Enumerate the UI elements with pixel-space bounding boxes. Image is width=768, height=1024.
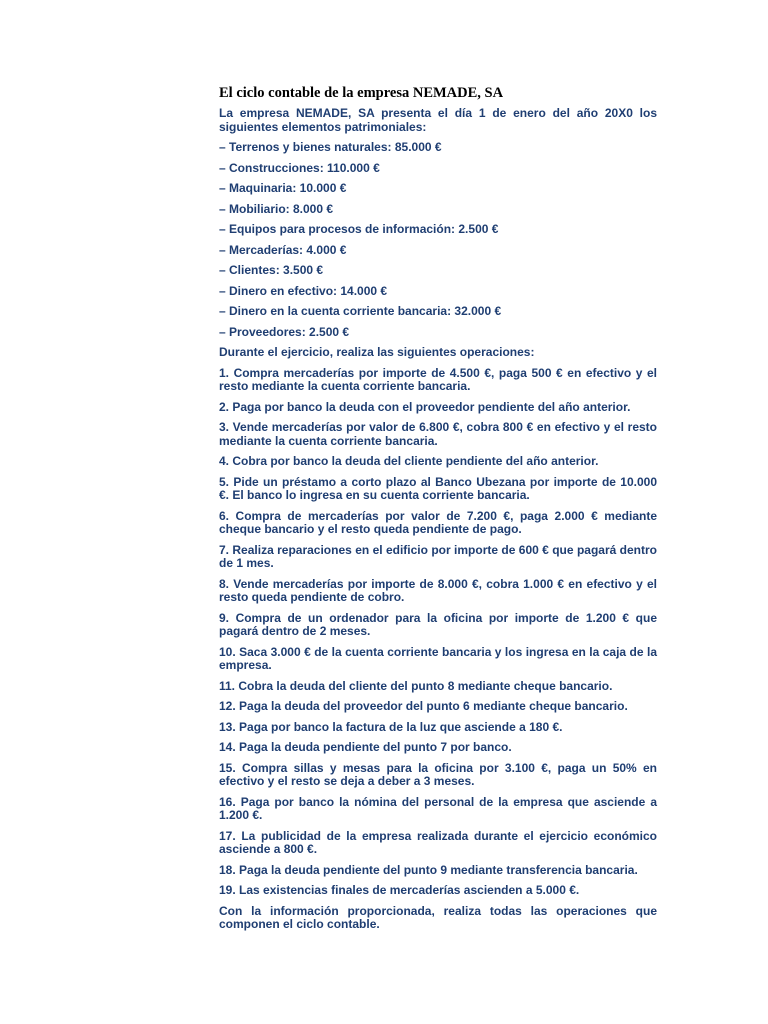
asset-item: – Construcciones: 110.000 € (219, 160, 380, 175)
asset-list (219, 141, 657, 339)
intro-paragraph: La empresa NEMADE, SA presenta el día 1 de enero del año 20X0 los siguientes elementos patrimoniales: (219, 106, 657, 134)
asset-item: – Dinero en efectivo: 14.000 € (219, 283, 388, 298)
operations-lead: Durante el ejercicio, realiza las siguientes operaciones: (219, 345, 535, 359)
operation-item: 6. Compra de mercaderías por valor de 7.200 €, paga 2.000 € mediante cheque bancario y el resto queda pendiente de pago. (219, 508, 657, 536)
asset-item: – Mobiliario: 8.000 € (219, 201, 334, 216)
asset-item: – Proveedores: 2.500 € (219, 324, 350, 339)
asset-item: – Terrenos y bienes naturales: 85.000 € (219, 140, 442, 154)
operation-item: 1. Compra mercaderías por importe de 4.500 €, paga 500 € en efectivo y el resto mediante la cuenta corriente bancaria. (219, 365, 657, 393)
operation-item: 3. Vende mercaderías por valor de 6.800 €, cobra 800 € en efectivo y el resto mediante la cuenta corriente bancaria. (219, 420, 657, 448)
operation-item: 14. Paga la deuda pendiente del punto 7 por banco. (219, 740, 512, 754)
operation-item: 12. Paga la deuda del proveedor del punto 6 mediante cheque bancario. (219, 699, 628, 713)
asset-item: – Clientes: 3.500 € (219, 263, 324, 277)
operation-item: 13. Paga por banco la factura de la luz que asciende a 180 €. (219, 719, 563, 734)
asset-item: – Dinero en la cuenta corriente bancaria: 32.000 € (219, 304, 502, 318)
asset-item: – Equipos para procesos de información: 2.500 € (219, 222, 499, 236)
operation-item: 4. Cobra por banco la deuda del cliente pendiente del año anterior. (219, 454, 599, 468)
document-title: El ciclo contable de la empresa NEMADE, SA (219, 85, 504, 101)
closing-paragraph: Con la información proporcionada, realiza todas las operaciones que componen el ciclo contable. (219, 903, 657, 931)
operation-item: 7. Realiza reparaciones en el edificio por importe de 600 € que pagará dentro de 1 mes. (219, 542, 657, 570)
asset-item: – Maquinaria: 10.000 € (219, 181, 347, 195)
operation-item: 9. Compra de un ordenador para la oficina por importe de 1.200 € que pagará dentro de 2 meses. (219, 610, 657, 638)
operation-item: 18. Paga la deuda pendiente del punto 9 mediante transferencia bancaria. (219, 862, 638, 877)
operation-item: 19. Las existencias finales de mercaderías ascienden a 5.000 €. (219, 883, 580, 897)
operation-item: 8. Vende mercaderías por importe de 8.000 €, cobra 1.000 € en efectivo y el resto queda pendiente de cobro. (219, 576, 657, 604)
operation-item: 16. Paga por banco la nómina del personal de la empresa que asciende a 1.200 €. (219, 794, 657, 822)
operation-item: 2. Paga por banco la deuda con el proveedor pendiente del año anterior. (219, 399, 631, 414)
operation-item: 15. Compra sillas y mesas para la oficina por 3.100 €, paga un 50% en efectivo y el resto se deja a deber a 3 meses. (219, 760, 657, 788)
asset-item: – Mercaderías: 4.000 € (219, 242, 347, 257)
operation-item: 17. La publicidad de la empresa realizada durante el ejercicio económico asciende a 800 €. (219, 828, 657, 856)
operation-item: 11. Cobra la deuda del cliente del punto 8 mediante cheque bancario. (219, 678, 613, 693)
operation-item: 10. Saca 3.000 € de la cuenta corriente bancaria y los ingresa en la caja de la empresa. (219, 644, 657, 672)
document-page (219, 84, 657, 932)
operations-list (219, 367, 657, 898)
operation-item: 5. Pide un préstamo a corto plazo al Banco Ubezana por importe de 10.000 €. El banco lo ingresa en su cuenta corriente bancaria. (219, 474, 657, 502)
